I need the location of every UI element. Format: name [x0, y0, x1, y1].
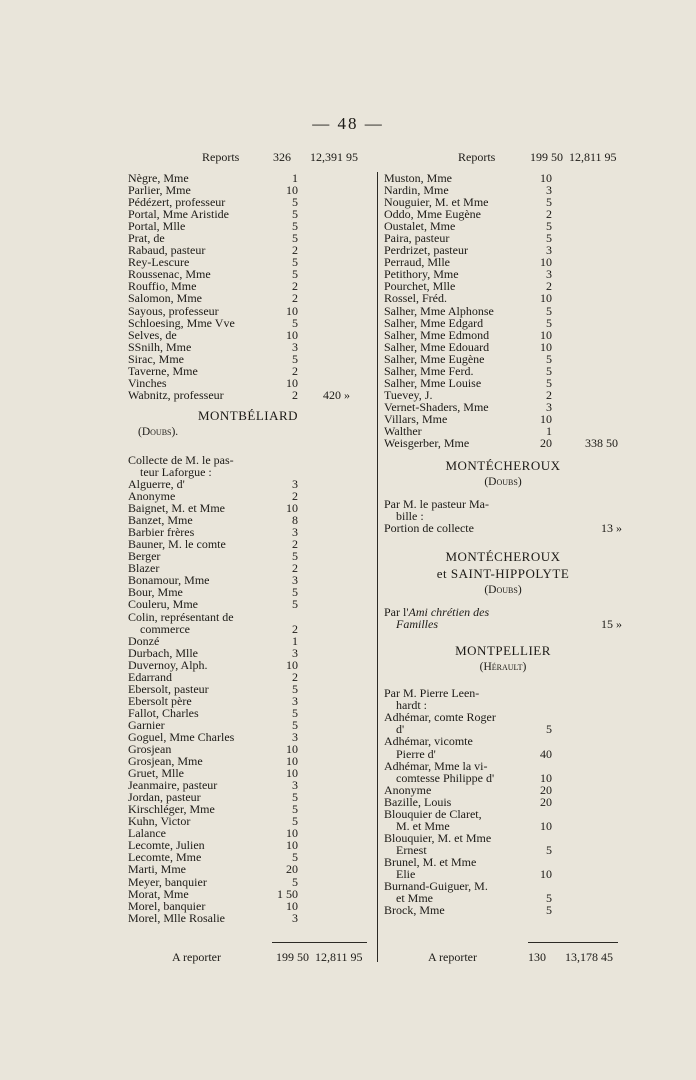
contribution-amount: 2 [292, 387, 298, 402]
ami-chretien-total: 15 » [601, 617, 622, 632]
contributor-name: Selves, de [128, 327, 177, 342]
section-title-montecheroux: MONTÉCHEROUX [445, 458, 561, 474]
contribution-amount: 10 [286, 375, 298, 390]
contributor-name: Baignet, M. et Mme [128, 501, 225, 516]
section-total: 338 50 [585, 436, 618, 451]
list-item [128, 671, 368, 683]
contribution-amount: 5 [292, 315, 298, 330]
contributor-name: Bauner, M. le comte [128, 537, 226, 552]
contribution-amount: 5 [292, 874, 298, 889]
contribution-amount: 1 50 [277, 886, 298, 901]
list-item [384, 329, 622, 341]
contributor-name: Weisgerber, Mme [384, 436, 470, 451]
collecte-line-1: Collecte de M. le pas- [128, 452, 234, 467]
contribution-amount: 10 [540, 411, 552, 426]
contributor-name: Blouquier de Claret, [384, 806, 482, 821]
contributor-name: M. et Mme [396, 818, 450, 833]
contribution-amount: 3 [292, 729, 298, 744]
contributor-name: Banzet, Mme [128, 513, 193, 528]
contributor-name: Schloesing, Mme Vve [128, 315, 235, 330]
contributor-name: Ebersolt, pasteur [128, 681, 209, 696]
contribution-amount: 10 [540, 866, 552, 881]
contributor-name: Couleru, Mme [128, 597, 198, 612]
left-list-1 [128, 172, 368, 401]
left-footer-total: 12,811 95 [315, 950, 363, 964]
list-item [128, 876, 368, 888]
contribution-amount: 5 [292, 681, 298, 696]
contributor-name: Nègre, Mme [128, 171, 189, 185]
contribution-amount: 20 [286, 862, 298, 877]
left-footer-rule [272, 942, 367, 943]
contributor-name: Pierre d' [396, 746, 436, 761]
list-item [128, 305, 368, 317]
reports-label: Reports [458, 150, 496, 164]
contribution-amount: 10 [286, 327, 298, 342]
list-item [384, 748, 622, 760]
contribution-amount: 10 [540, 339, 552, 354]
contribution-amount: 2 [546, 279, 552, 294]
contribution-amount: 2 [292, 561, 298, 576]
contributor-name: Bazille, Louis [384, 794, 452, 809]
contributor-name: Lalance [128, 826, 166, 841]
list-item [128, 659, 368, 671]
list-item [384, 437, 622, 449]
reports-total: 12,391 95 [310, 150, 358, 164]
contribution-amount: 10 [540, 255, 552, 270]
list-item [128, 550, 368, 562]
list-item [128, 329, 368, 341]
contribution-amount: 5 [546, 903, 552, 918]
contribution-amount: 10 [286, 501, 298, 516]
contributor-name: d' [396, 722, 405, 737]
contributor-name: Ebersolt père [128, 693, 192, 708]
right-list-1 [384, 172, 622, 449]
contribution-amount: 10 [286, 183, 298, 198]
contributor-name: Grosjean [128, 742, 172, 757]
contributor-name: Prat, de [128, 231, 165, 246]
list-item [384, 856, 622, 868]
contribution-amount: 5 [292, 231, 298, 246]
contribution-amount: 20 [540, 794, 552, 809]
contributor-name: Kuhn, Victor [128, 814, 191, 829]
contributor-name: Jordan, pasteur [128, 790, 201, 805]
contributor-name: Vernet-Shaders, Mme [384, 399, 489, 414]
contributor-name: Salher, Mme Alphonse [384, 303, 494, 318]
contributor-name: Parlier, Mme [128, 183, 191, 198]
contributor-name: Brock, Mme [384, 903, 445, 918]
collecte-portion-total: 13 » [601, 521, 622, 536]
section-title-montpellier: MONTPELLIER [455, 643, 551, 659]
contribution-amount: 5 [292, 549, 298, 564]
montecheroux-para-1: Par M. le pasteur Ma- [384, 497, 489, 512]
contributor-name: SSnilh, Mme [128, 339, 192, 354]
contributor-name: Berger [128, 549, 161, 564]
section-sub-montecheroux: (Doubs) [484, 476, 522, 489]
right-column [384, 148, 622, 916]
contribution-amount: 1 [546, 423, 552, 438]
ami-prefix: Par l' [384, 605, 409, 620]
contribution-amount: 5 [546, 303, 552, 318]
contribution-amount: 10 [540, 171, 552, 185]
contributor-name: Duvernoy, Alph. [128, 657, 208, 672]
column-divider [377, 172, 378, 962]
contribution-amount: 5 [292, 850, 298, 865]
contribution-amount: 5 [292, 255, 298, 270]
contribution-amount: 5 [292, 585, 298, 600]
contribution-amount: 5 [292, 219, 298, 234]
list-item [384, 796, 622, 808]
reports-count: 326 [273, 150, 291, 164]
contributor-name: Kirschléger, Mme [128, 802, 215, 817]
contributor-name: Edarrand [128, 669, 172, 684]
list-item [384, 784, 622, 796]
contributor-name: Brunel, M. et Mme [384, 854, 477, 869]
list-item [128, 538, 368, 550]
contribution-amount: 2 [292, 621, 298, 636]
list-item [128, 353, 368, 365]
contribution-amount: 10 [286, 838, 298, 853]
contributor-name: comtesse Philippe d' [396, 770, 495, 785]
list-item [128, 365, 368, 377]
contribution-amount: 5 [292, 597, 298, 612]
list-item [128, 888, 368, 900]
list-item [128, 863, 368, 875]
right-header [384, 148, 622, 172]
contributor-name: Lecomte, Mme [128, 850, 202, 865]
contribution-amount: 3 [292, 525, 298, 540]
contribution-amount: 10 [286, 657, 298, 672]
contribution-amount: 5 [292, 351, 298, 366]
contribution-amount: 5 [546, 231, 552, 246]
ami-chretien-row [384, 618, 622, 630]
contribution-amount: 1 [292, 633, 298, 648]
contributor-name: Portal, Mme Aristide [128, 207, 229, 222]
list-item [384, 341, 622, 353]
left-header [128, 148, 368, 172]
contributor-name: Wabnitz, professeur [128, 387, 224, 402]
contribution-amount: 2 [546, 207, 552, 222]
contribution-amount: 5 [546, 891, 552, 906]
contribution-amount: 5 [292, 195, 298, 210]
list-item [128, 912, 368, 924]
left-column [128, 148, 368, 924]
section-title-saint-hippolyte: et SAINT-HIPPOLYTE [436, 566, 570, 582]
collecte-portion-row [384, 522, 622, 536]
contributor-name: Jeanmaire, pasteur [128, 778, 218, 793]
contribution-amount: 3 [292, 645, 298, 660]
contribution-amount: 20 [540, 782, 552, 797]
contribution-amount: 5 [546, 351, 552, 366]
montpellier-para-1: Par M. Pierre Leen- [384, 686, 480, 701]
list-item [384, 808, 622, 820]
contributor-name: Rossel, Fréd. [384, 291, 447, 306]
contributor-name: Fallot, Charles [128, 705, 199, 720]
contributor-name: Barbier frères [128, 525, 195, 540]
left-footer-label: A reporter [172, 950, 221, 964]
list-item [128, 900, 368, 912]
contributor-name: Durbach, Mlle [128, 645, 198, 660]
contributor-name: Taverne, Mme [128, 363, 198, 378]
list-item [384, 904, 622, 916]
right-footer-total: 13,178 45 [565, 950, 613, 964]
contribution-amount: 10 [286, 742, 298, 757]
contribution-amount: 10 [286, 826, 298, 841]
contributor-name: Petithory, Mme [384, 267, 459, 282]
contributor-name: Lecomte, Julien [128, 838, 205, 853]
collecte-line-2: teur Laforgue : [140, 464, 212, 479]
contributor-name: Blazer [128, 561, 160, 576]
contributor-name: Anonyme [384, 782, 432, 797]
contribution-amount: 2 [292, 363, 298, 378]
page-number: — 48 — [312, 114, 384, 133]
contributor-name: Burnand-Guiguer, M. [384, 879, 488, 894]
contributor-name: Bour, Mme [128, 585, 183, 600]
contribution-amount: 3 [292, 573, 298, 588]
contribution-amount: 8 [292, 513, 298, 528]
contributor-name: Morel, Mlle Rosalie [128, 910, 225, 925]
right-footer-label: A reporter [428, 950, 477, 964]
contribution-amount: 5 [292, 790, 298, 805]
contribution-amount: 2 [292, 279, 298, 294]
contribution-amount: 3 [292, 778, 298, 793]
contributor-name: Perraud, Mlle [384, 255, 450, 270]
contribution-amount: 2 [292, 291, 298, 306]
contribution-amount: 5 [546, 375, 552, 390]
contributor-name: Muston, Mme [384, 171, 453, 185]
reports-count: 199 50 [530, 150, 563, 164]
contributor-name: commerce [140, 621, 190, 636]
contributor-name: Ernest [396, 842, 427, 857]
contributor-name: Rey-Lescure [128, 255, 190, 270]
ami-title: Ami chrétien des [408, 605, 490, 620]
contribution-amount: 5 [292, 267, 298, 282]
contribution-amount: 3 [546, 399, 552, 414]
contribution-amount: 5 [292, 705, 298, 720]
list-item [128, 647, 368, 659]
contributor-name: Meyer, banquier [128, 874, 207, 889]
contribution-amount: 2 [292, 489, 298, 504]
montecheroux-para-2: bille : [396, 509, 424, 524]
contributor-name: Salher, Mme Edgard [384, 315, 484, 330]
contributor-name: Morel, banquier [128, 898, 206, 913]
contributor-name: Pédézert, professeur [128, 195, 226, 210]
list-item [128, 317, 368, 329]
contributor-name: Grosjean, Mme [128, 754, 203, 769]
reports-total: 12,811 95 [569, 150, 617, 164]
contribution-amount: 2 [546, 387, 552, 402]
contribution-amount: 10 [286, 766, 298, 781]
section-sub-saint-hippolyte: (Doubs) [484, 584, 522, 597]
contributor-name: Goguel, Mme Charles [128, 729, 235, 744]
contribution-amount: 5 [546, 842, 552, 857]
contributor-name: et Mme [396, 891, 433, 906]
list-item [128, 635, 368, 647]
contribution-amount: 10 [540, 291, 552, 306]
list-item [384, 317, 622, 329]
contributor-name: Oddo, Mme Eugène [384, 207, 481, 222]
contribution-amount: 2 [292, 537, 298, 552]
contributor-name: Garnier [128, 717, 165, 732]
contribution-amount: 3 [546, 267, 552, 282]
contribution-amount: 10 [540, 770, 552, 785]
contributor-name: Pourchet, Mlle [384, 279, 456, 294]
list-item [128, 341, 368, 353]
contribution-amount: 3 [292, 693, 298, 708]
contributor-name: Colin, représentant de [128, 609, 234, 624]
contribution-amount: 10 [286, 898, 298, 913]
contributor-name: Gruet, Mlle [128, 766, 184, 781]
list-item [384, 305, 622, 317]
montpellier-para-2: hardt : [396, 698, 427, 713]
contributor-name: Paira, pasteur [384, 231, 450, 246]
list-item [384, 760, 622, 772]
contribution-amount: 5 [546, 363, 552, 378]
contributor-name: Salher, Mme Eugène [384, 351, 485, 366]
list-item [384, 353, 622, 365]
section-title-montbeliard: MONTBÉLIARD [197, 407, 299, 423]
contribution-amount: 3 [546, 243, 552, 258]
section-sub-montpellier: (Hérault) [479, 661, 527, 674]
contributor-name: Villars, Mme [384, 411, 448, 426]
contribution-amount: 3 [546, 183, 552, 198]
left-list-2 [128, 478, 368, 924]
reports-label: Reports [202, 150, 240, 164]
right-footer-rule [528, 942, 618, 943]
contribution-amount: 5 [292, 717, 298, 732]
contributor-name: Elie [396, 866, 416, 881]
contribution-amount: 3 [292, 476, 298, 491]
contributor-name: Marti, Mme [128, 862, 186, 877]
list-item [384, 292, 622, 304]
list-item [128, 623, 368, 635]
contributor-name: Nardin, Mme [384, 183, 449, 198]
contribution-amount: 5 [292, 802, 298, 817]
section-sub-montbeliard: (Doubs). [138, 425, 179, 438]
contributor-name: Vinches [128, 375, 167, 390]
contributor-name: Walther [384, 423, 422, 438]
contribution-amount: 10 [540, 818, 552, 833]
contributor-name: Adhémar, vicomte [384, 734, 473, 749]
contribution-amount: 5 [546, 315, 552, 330]
contributor-name: Rabaud, pasteur [128, 243, 206, 258]
contributor-name: Salomon, Mme [128, 291, 202, 306]
contributor-name: Tuevey, J. [384, 387, 433, 402]
contribution-amount: 2 [292, 243, 298, 258]
contribution-amount: 10 [286, 303, 298, 318]
list-item [128, 611, 368, 623]
contributor-name: Morat, Mme [128, 886, 189, 901]
contributor-name: Nouguier, M. et Mme [384, 195, 489, 210]
contribution-amount: 10 [286, 754, 298, 769]
section-title-montecheroux-2: MONTÉCHEROUX [445, 549, 561, 565]
contributor-name: Roussenac, Mme [128, 267, 211, 282]
contribution-amount: 1 [292, 171, 298, 185]
contributor-name: Anonyme [128, 489, 176, 504]
contributor-name: Sayous, professeur [128, 303, 219, 318]
contribution-amount: 10 [540, 327, 552, 342]
list-item [128, 598, 368, 610]
contributor-name: Rouffio, Mme [128, 279, 197, 294]
contribution-amount: 2 [292, 669, 298, 684]
list-item [384, 772, 622, 784]
left-footer-count: 199 50 [276, 950, 309, 964]
list-item [384, 735, 622, 747]
right-footer-count: 130 [528, 950, 546, 964]
contributor-name: Adhémar, comte Roger [384, 710, 496, 725]
right-list-2 [384, 711, 622, 916]
ami-title-2: Familles [396, 617, 438, 632]
contributor-name: Sirac, Mme [128, 351, 184, 366]
section-total: 420 » [323, 387, 350, 402]
list-item [384, 365, 622, 377]
contributor-name: Perdrizet, pasteur [384, 243, 468, 258]
contribution-amount: 5 [292, 207, 298, 222]
contributor-name: Blouquier, M. et Mme [384, 830, 492, 845]
collecte-portion-label: Portion de collecte [384, 521, 474, 536]
contribution-amount: 5 [546, 219, 552, 234]
contributor-name: Adhémar, Mme la vi- [384, 758, 488, 773]
list-item [128, 389, 368, 401]
contribution-amount: 5 [546, 195, 552, 210]
contribution-amount: 40 [540, 746, 552, 761]
contributor-name: Salher, Mme Edmond [384, 327, 490, 342]
contributor-name: Bonamour, Mme [128, 573, 210, 588]
contributor-name: Salher, Mme Ferd. [384, 363, 474, 378]
contributor-name: Donzé [128, 633, 160, 648]
contribution-amount: 20 [540, 436, 552, 451]
contribution-amount: 3 [292, 339, 298, 354]
contribution-amount: 5 [546, 722, 552, 737]
contributor-name: Oustalet, Mme [384, 219, 456, 234]
contributor-name: Alguerre, d' [128, 476, 185, 491]
contribution-amount: 3 [292, 910, 298, 925]
list-item [384, 711, 622, 723]
list-item [128, 292, 368, 304]
contributor-name: Portal, Mlle [128, 219, 186, 234]
contributor-name: Salher, Mme Louise [384, 375, 482, 390]
contributor-name: Salher, Mme Edouard [384, 339, 490, 354]
contribution-amount: 5 [292, 814, 298, 829]
